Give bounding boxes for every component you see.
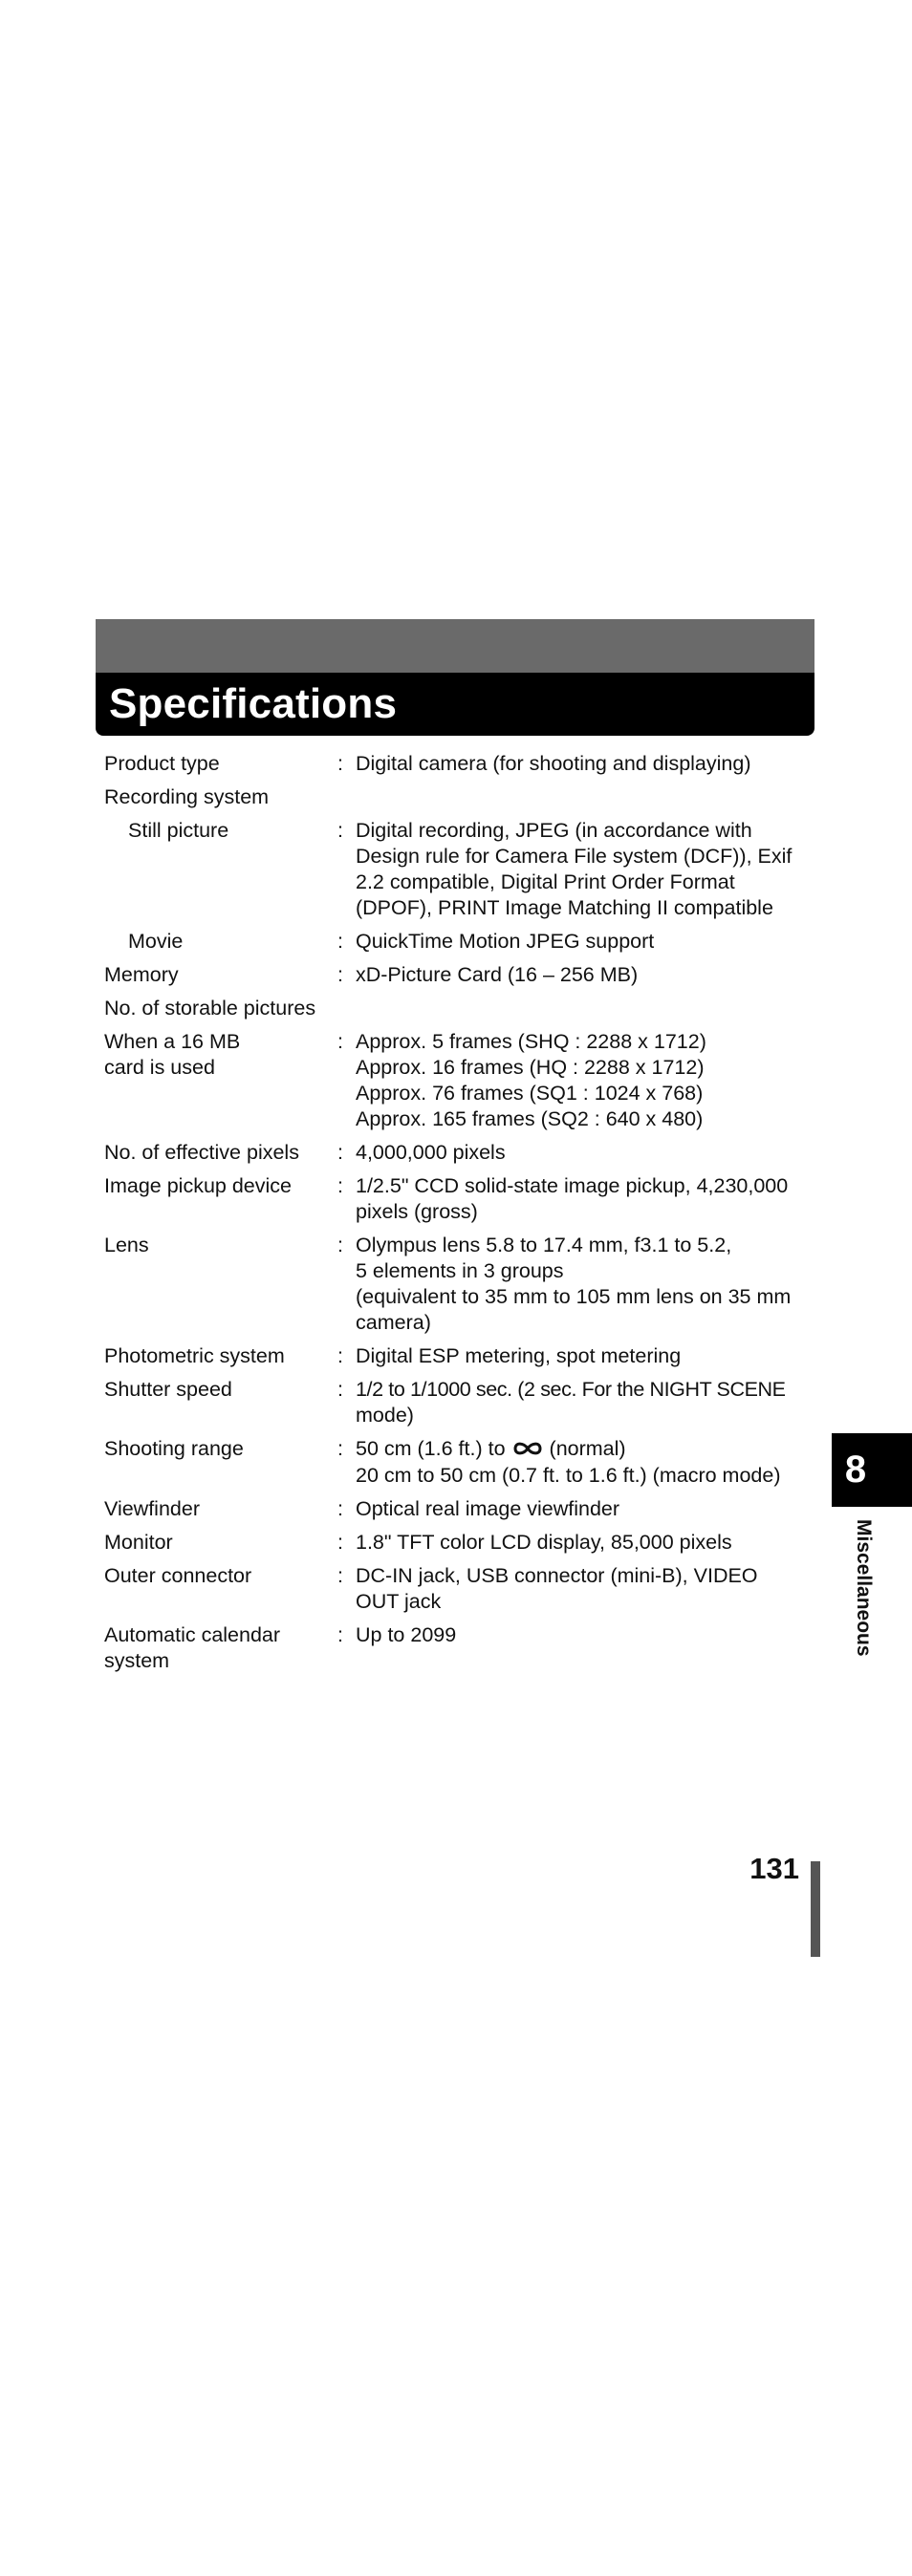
spec-value-line: pixels (gross)	[356, 1200, 478, 1223]
spec-value-line: Digital ESP metering, spot metering	[356, 1344, 682, 1367]
spec-colon: :	[337, 1344, 343, 1367]
spec-value-line: xD-Picture Card (16 – 256 MB)	[356, 963, 639, 986]
spec-value-line: mode)	[356, 1404, 414, 1427]
spec-label: Photometric system	[104, 1344, 285, 1367]
spec-value	[356, 818, 812, 921]
spec-value-line: 2.2 compatible, Digital Print Order Format	[356, 870, 735, 893]
spec-row-calendar	[104, 1622, 812, 1674]
range-end-text: (normal)	[549, 1437, 626, 1460]
spec-value-line: OUT jack	[356, 1589, 442, 1613]
spec-label: Still picture	[128, 819, 229, 842]
spec-value	[356, 1622, 812, 1674]
spec-value-line: (equivalent to 35 mm to 105 mm lens on 35 mm	[356, 1285, 792, 1308]
spec-label: Image pickup device	[104, 1174, 292, 1197]
spec-row-movie	[104, 929, 812, 955]
spec-value-line: Digital recording, JPEG (in accordance with	[356, 819, 752, 842]
spec-value	[356, 1563, 812, 1615]
page-number-bar	[811, 1861, 820, 1957]
spec-colon: :	[337, 752, 343, 775]
spec-label: Movie	[128, 930, 184, 953]
spec-label: Automatic calendar system	[104, 1622, 281, 1672]
spec-row-monitor	[104, 1530, 812, 1556]
page-title: Specifications	[109, 680, 398, 727]
spec-value-line: Approx. 165 frames (SQ2 : 640 x 480)	[356, 1107, 704, 1130]
spec-colon: :	[337, 1378, 343, 1401]
spec-row-shooting-range	[104, 1436, 812, 1489]
spec-row-16mb-card	[104, 1029, 812, 1132]
spec-label: When a 16 MB card is used	[104, 1030, 241, 1079]
spec-value	[356, 1233, 812, 1336]
spec-value	[356, 1140, 812, 1166]
spec-row-still-picture	[104, 818, 812, 921]
header-band	[96, 619, 814, 673]
spec-colon: :	[337, 1563, 343, 1587]
page-number: 131	[749, 1852, 799, 1885]
chapter-label	[852, 1519, 875, 1686]
spec-value	[356, 1343, 812, 1369]
spec-value	[356, 1029, 812, 1132]
spec-row-shutter-speed	[104, 1377, 812, 1428]
spec-row-photometric	[104, 1343, 812, 1369]
spec-value-line: 1/2.5" CCD solid-state image pickup, 4,230,000	[356, 1174, 789, 1197]
spec-colon: :	[337, 819, 343, 842]
spec-value-line: Approx. 5 frames (SHQ : 2288 x 1712)	[356, 1030, 706, 1053]
spec-value	[356, 1377, 812, 1428]
spec-value-line: Design rule for Camera File system (DCF)), Exif	[356, 845, 793, 868]
spec-label: Lens	[104, 1234, 149, 1256]
spec-value-line: Up to 2099	[356, 1622, 457, 1646]
spec-value-line: QuickTime Motion JPEG support	[356, 930, 655, 953]
spec-value-line: Optical real image viewfinder	[356, 1496, 620, 1520]
spec-label: Shutter speed	[104, 1378, 232, 1401]
spec-label: Memory	[104, 963, 179, 986]
spec-row-recording-system	[104, 784, 812, 810]
spec-value	[356, 751, 812, 777]
spec-value-line: (DPOF), PRINT Image Matching II compatible	[356, 896, 773, 919]
infinity-icon	[511, 1437, 544, 1463]
spec-value-line: 1.8" TFT color LCD display, 85,000 pixels	[356, 1530, 732, 1554]
spec-colon: :	[337, 1622, 343, 1646]
spec-value-line: 1/2 to 1/1000 sec. (2 sec. For the NIGHT SCENE	[356, 1378, 786, 1401]
spec-label: Outer connector	[104, 1563, 252, 1587]
spec-colon: :	[337, 1496, 343, 1520]
spec-value-line: Approx. 76 frames (SQ1 : 1024 x 768)	[356, 1082, 704, 1105]
spec-label: Viewfinder	[104, 1496, 200, 1520]
title-bar	[96, 673, 814, 736]
spec-colon: :	[337, 1141, 343, 1164]
spec-value-line: 20 cm to 50 cm (0.7 ft. to 1.6 ft.) (macro mode)	[356, 1463, 781, 1487]
spec-value-line: Approx. 16 frames (HQ : 2288 x 1712)	[356, 1056, 705, 1079]
spec-row-effective-pixels	[104, 1140, 812, 1166]
spec-colon: :	[337, 1437, 343, 1460]
spec-value-line: Olympus lens 5.8 to 17.4 mm, f3.1 to 5.2,	[356, 1234, 732, 1256]
spec-value	[356, 1173, 812, 1225]
spec-row-storable-pictures	[104, 996, 812, 1021]
spec-row-viewfinder	[104, 1496, 812, 1522]
spec-value	[356, 929, 812, 955]
spec-row-memory	[104, 962, 812, 988]
spec-row-image-pickup	[104, 1173, 812, 1225]
spec-value-line: camera)	[356, 1311, 431, 1334]
spec-colon: :	[337, 963, 343, 986]
chapter-label-text: Miscellaneous	[853, 1519, 875, 1657]
spec-value	[356, 1496, 812, 1522]
chapter-number: 8	[844, 1449, 867, 1491]
spec-value-line: 5 elements in 3 groups	[356, 1259, 564, 1282]
spec-label: Shooting range	[104, 1437, 244, 1460]
spec-colon: :	[337, 1530, 343, 1554]
specifications-list	[104, 751, 812, 1682]
spec-label: Monitor	[104, 1530, 173, 1554]
spec-colon: :	[337, 1234, 343, 1256]
spec-colon: :	[337, 1174, 343, 1197]
range-start-text: 50 cm (1.6 ft.) to	[356, 1437, 506, 1460]
spec-value-line: DC-IN jack, USB connector (mini-B), VIDEO	[356, 1563, 758, 1587]
chapter-tab	[832, 1433, 912, 1507]
spec-colon: :	[337, 930, 343, 953]
spec-row-lens	[104, 1233, 812, 1336]
spec-value	[356, 1436, 812, 1489]
spec-value-line	[356, 1436, 812, 1463]
spec-colon: :	[337, 1030, 343, 1053]
spec-label: No. of effective pixels	[104, 1141, 299, 1164]
spec-value-line: Digital camera (for shooting and displaying)	[356, 752, 751, 775]
spec-label: No. of storable pictures	[104, 997, 316, 1020]
spec-label: Recording system	[104, 785, 270, 808]
spec-row-product-type	[104, 751, 812, 777]
spec-label: Product type	[104, 752, 220, 775]
spec-value	[356, 962, 812, 988]
spec-value-line: 4,000,000 pixels	[356, 1141, 506, 1164]
spec-value	[356, 1530, 812, 1556]
spec-row-outer-connector	[104, 1563, 812, 1615]
